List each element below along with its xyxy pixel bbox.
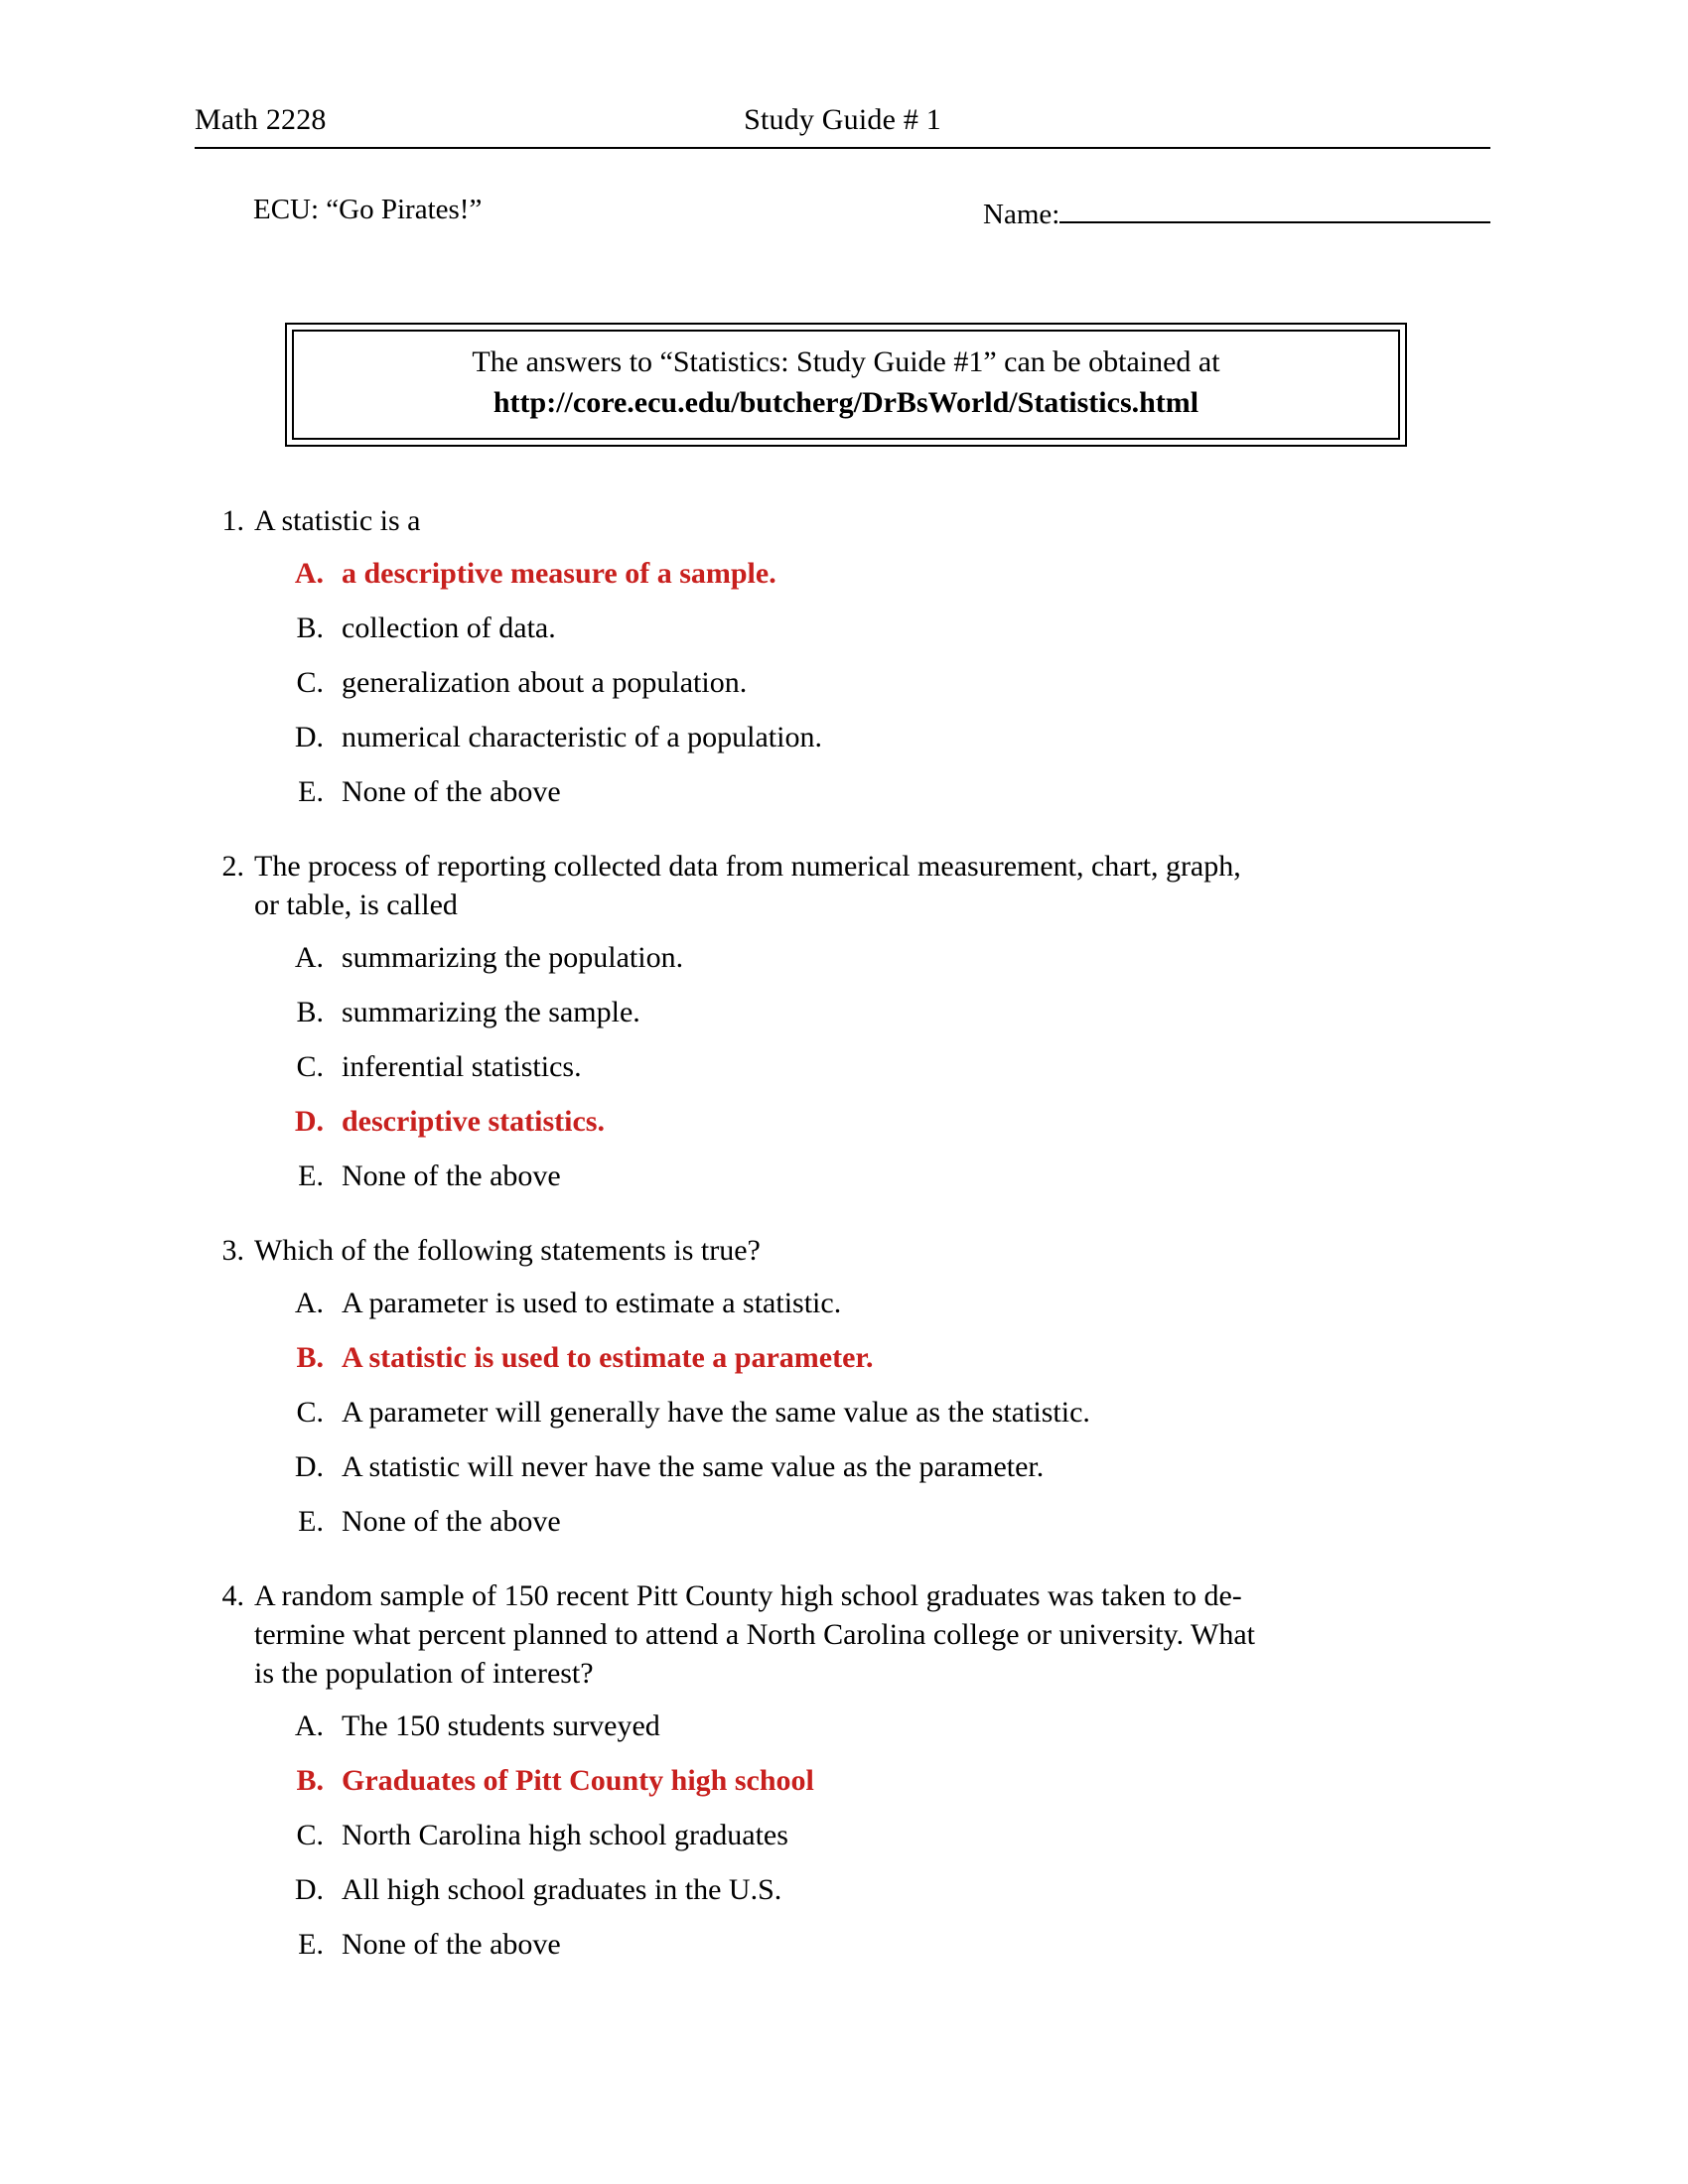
- question-item: [195, 847, 1495, 1195]
- option-letter: C.: [296, 666, 324, 699]
- question-stem-line: A statistic is a: [254, 504, 421, 537]
- option-item[interactable]: [195, 1157, 1495, 1195]
- option-letter: C.: [296, 1050, 324, 1083]
- option-letter: D.: [294, 1105, 324, 1138]
- question-stem-line: A random sample of 150 recent Pitt County high school graduates was taken to de-: [254, 1579, 1242, 1612]
- option-letter: E.: [298, 1928, 324, 1961]
- question-list: [195, 501, 1495, 1999]
- option-text: a descriptive measure of a sample.: [342, 557, 776, 590]
- option-letter: A.: [294, 1709, 324, 1742]
- name-label: Name:: [983, 199, 1060, 230]
- option-text: None of the above: [342, 1505, 561, 1538]
- option-item[interactable]: [195, 1284, 1495, 1322]
- question-item: [195, 501, 1495, 811]
- option-text: collection of data.: [342, 612, 556, 644]
- option-item[interactable]: [195, 993, 1495, 1031]
- running-head: [195, 103, 1490, 137]
- option-letter: E.: [298, 775, 324, 808]
- header-divider: [195, 147, 1490, 149]
- question-stem-text: [254, 1231, 1495, 1270]
- option-correct[interactable]: [195, 1338, 1495, 1377]
- option-item[interactable]: [195, 1870, 1495, 1909]
- option-correct[interactable]: [195, 1761, 1495, 1800]
- option-letter: A.: [294, 1287, 324, 1319]
- option-text: inferential statistics.: [342, 1050, 582, 1083]
- option-letter: D.: [294, 721, 324, 753]
- option-letter: B.: [296, 996, 324, 1028]
- ecu-motto: ECU: “Go Pirates!”: [253, 194, 483, 225]
- option-item[interactable]: [195, 1502, 1495, 1541]
- answers-notice-box: [285, 323, 1407, 447]
- option-text: A statistic is used to estimate a parameter.: [342, 1341, 874, 1374]
- question-item: [195, 1576, 1495, 1964]
- question-stem-line: Which of the following statements is true?: [254, 1234, 761, 1267]
- question-stem-text: [254, 501, 1495, 540]
- name-input-blank[interactable]: [1059, 194, 1490, 223]
- option-text: None of the above: [342, 1160, 561, 1192]
- option-letter: E.: [298, 1505, 324, 1538]
- option-item[interactable]: [195, 938, 1495, 977]
- question-stem-line: The process of reporting collected data from numerical measurement, chart, graph,: [254, 850, 1241, 883]
- option-item[interactable]: [195, 1047, 1495, 1086]
- name-field-row: [983, 194, 1490, 231]
- option-letter: C.: [296, 1396, 324, 1429]
- question-stem-text: [254, 1576, 1495, 1693]
- answers-notice-inner: [292, 330, 1400, 440]
- question-stem-line: or table, is called: [254, 888, 458, 921]
- answers-url[interactable]: http://core.ecu.edu/butcherg/DrBsWorld/Statistics.html: [492, 386, 1199, 419]
- option-text: summarizing the population.: [342, 941, 684, 974]
- option-item[interactable]: [195, 1447, 1495, 1486]
- option-text: A parameter is used to estimate a statistic.: [342, 1287, 842, 1319]
- question-stem: [195, 1231, 1495, 1270]
- question-stem: [195, 847, 1495, 924]
- question-item: [195, 1231, 1495, 1541]
- question-number: 2.: [221, 850, 244, 883]
- option-letter: C.: [296, 1819, 324, 1851]
- option-item[interactable]: [195, 663, 1495, 702]
- option-list: [195, 554, 1495, 811]
- page-title: Study Guide # 1: [744, 103, 941, 136]
- option-letter: D.: [294, 1873, 324, 1906]
- option-text: numerical characteristic of a population.: [342, 721, 822, 753]
- question-stem-text: [254, 847, 1495, 924]
- option-item[interactable]: [195, 718, 1495, 756]
- option-item[interactable]: [195, 1816, 1495, 1854]
- option-text: None of the above: [342, 1928, 561, 1961]
- option-letter: E.: [298, 1160, 324, 1192]
- option-letter: B.: [296, 1764, 324, 1797]
- option-text: A statistic will never have the same value as the parameter.: [342, 1450, 1045, 1483]
- option-item[interactable]: [195, 1393, 1495, 1432]
- option-letter: B.: [296, 612, 324, 644]
- option-item[interactable]: [195, 772, 1495, 811]
- option-letter: A.: [294, 557, 324, 590]
- answers-notice-text: The answers to “Statistics: Study Guide #1” can be obtained at: [472, 345, 1220, 378]
- option-correct[interactable]: [195, 1102, 1495, 1141]
- option-text: descriptive statistics.: [342, 1105, 605, 1138]
- question-stem-line: termine what percent planned to attend a North Carolina college or university. What: [254, 1618, 1255, 1651]
- option-correct[interactable]: [195, 554, 1495, 593]
- option-list: [195, 938, 1495, 1195]
- course-code: Math 2228: [195, 103, 327, 136]
- option-text: The 150 students surveyed: [342, 1709, 660, 1742]
- question-number: 1.: [221, 504, 244, 537]
- option-text: generalization about a population.: [342, 666, 748, 699]
- option-item[interactable]: [195, 1925, 1495, 1964]
- option-letter: A.: [294, 941, 324, 974]
- option-list: [195, 1284, 1495, 1541]
- option-text: North Carolina high school graduates: [342, 1819, 788, 1851]
- option-letter: B.: [296, 1341, 324, 1374]
- question-number: 4.: [221, 1579, 244, 1612]
- option-text: All high school graduates in the U.S.: [342, 1873, 782, 1906]
- option-text: Graduates of Pitt County high school: [342, 1764, 814, 1797]
- question-number: 3.: [221, 1234, 244, 1267]
- option-item[interactable]: [195, 1706, 1495, 1745]
- option-item[interactable]: [195, 609, 1495, 647]
- option-text: None of the above: [342, 775, 561, 808]
- question-stem: [195, 1576, 1495, 1693]
- option-text: A parameter will generally have the same value as the statistic.: [342, 1396, 1090, 1429]
- question-stem: [195, 501, 1495, 540]
- option-letter: D.: [294, 1450, 324, 1483]
- option-list: [195, 1706, 1495, 1964]
- question-stem-line: is the population of interest?: [254, 1657, 594, 1690]
- option-text: summarizing the sample.: [342, 996, 640, 1028]
